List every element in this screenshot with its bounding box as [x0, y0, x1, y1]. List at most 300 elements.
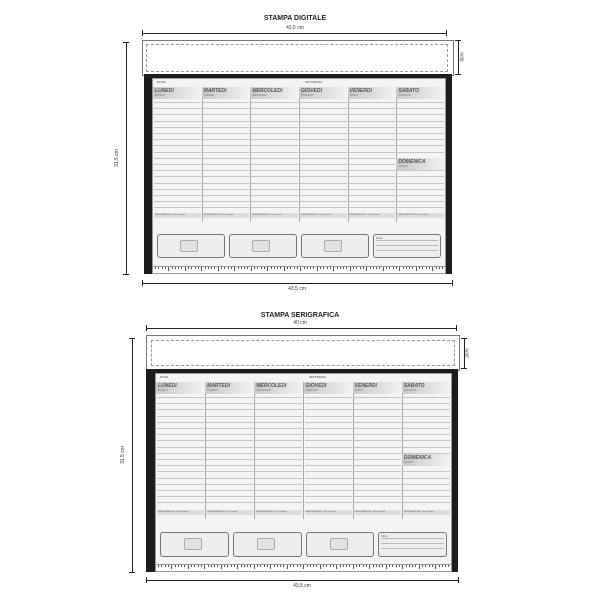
- writing-line: [354, 416, 401, 417]
- dimension-tick: [123, 42, 129, 43]
- side-dimension-line: [126, 42, 127, 274]
- writing-line: [255, 484, 302, 485]
- day-name: MARTEDI: [203, 88, 227, 94]
- writing-line: [206, 447, 253, 448]
- day-name: MARTEDI: [207, 383, 230, 389]
- writing-line: [157, 428, 204, 429]
- writing-line: [305, 416, 352, 417]
- day-name: DOMENICA: [403, 455, 432, 461]
- day-column: [304, 382, 354, 519]
- writing-line: [157, 478, 204, 479]
- writing-line: [300, 195, 347, 196]
- writing-line: [251, 121, 298, 122]
- writing-line: [300, 133, 347, 134]
- writing-line: [251, 170, 298, 171]
- writing-line: [300, 127, 347, 128]
- brand-right: SETTIMANA: [305, 80, 323, 84]
- day-header: [254, 382, 303, 394]
- writing-line: [206, 416, 253, 417]
- writing-line: [349, 207, 396, 208]
- writing-line: [203, 152, 250, 153]
- writing-line: [397, 139, 444, 140]
- writing-line: [203, 183, 250, 184]
- writing-line: [154, 183, 201, 184]
- day-header: [396, 87, 445, 99]
- top-width-label: 40 cm: [293, 320, 307, 326]
- memo-bar: [251, 213, 298, 218]
- bottom-dimension-line: [142, 283, 452, 284]
- day-header: [353, 382, 402, 394]
- writing-line: [397, 201, 444, 202]
- memo-bar: [397, 213, 444, 218]
- day-subtitle: THURSDAY: [305, 389, 319, 392]
- writing-line: [251, 114, 298, 115]
- illustration-icon: [184, 538, 202, 550]
- writing-line: [154, 158, 201, 159]
- day-subtitle: SUNDAY: [403, 461, 414, 464]
- writing-line: [305, 422, 352, 423]
- illustration-box: [301, 234, 369, 258]
- writing-line: [403, 490, 450, 491]
- writing-line: [154, 152, 201, 153]
- day-subtitle: FRIDAY: [349, 94, 359, 97]
- writing-line: [154, 176, 201, 177]
- writing-line: [157, 465, 204, 466]
- writing-line: [203, 164, 250, 165]
- writing-line: [305, 459, 352, 460]
- writing-line: [154, 201, 201, 202]
- day-header: [202, 87, 251, 99]
- writing-line: [206, 428, 253, 429]
- day-name: MERCOLEDI: [252, 88, 283, 94]
- side-dimension-line: [132, 338, 133, 572]
- brand-row: [153, 79, 445, 87]
- writing-line: [349, 121, 396, 122]
- writing-line: [403, 496, 450, 497]
- writing-line: [349, 195, 396, 196]
- day-name: LUNEDI: [158, 383, 177, 389]
- illustration-box: [306, 532, 375, 557]
- writing-line: [206, 453, 253, 454]
- writing-line: [354, 397, 401, 398]
- notes-box: [373, 234, 441, 258]
- writing-line: [251, 127, 298, 128]
- writing-line: [349, 176, 396, 177]
- memo-label: MEMORANDUM - Da ricordare: [203, 214, 235, 216]
- writing-line: [305, 403, 352, 404]
- writing-line: [300, 108, 347, 109]
- writing-line: [305, 484, 352, 485]
- writing-line: [255, 428, 302, 429]
- writing-line: [157, 490, 204, 491]
- writing-line: [397, 189, 444, 190]
- writing-line: [206, 465, 253, 466]
- memo-bar: [206, 510, 253, 515]
- writing-line: [206, 496, 253, 497]
- writing-line: [206, 478, 253, 479]
- writing-line: [354, 496, 401, 497]
- writing-line: [305, 447, 352, 448]
- day-column: [348, 87, 398, 222]
- memo-bar: [203, 213, 250, 218]
- writing-line: [154, 139, 201, 140]
- writing-line: [403, 397, 450, 398]
- note-line: [376, 245, 438, 246]
- writing-line: [349, 127, 396, 128]
- note-line: [381, 548, 444, 549]
- brand-left: NOTE: [160, 375, 169, 379]
- writing-line: [203, 108, 250, 109]
- writing-line: [305, 428, 352, 429]
- desk-pad-frame: [144, 74, 452, 274]
- writing-line: [157, 447, 204, 448]
- writing-line: [154, 108, 201, 109]
- notes-box: [378, 532, 447, 557]
- weekly-planner-sheet: [152, 78, 446, 274]
- writing-line: [397, 195, 444, 196]
- writing-line: [206, 397, 253, 398]
- writing-line: [305, 453, 352, 454]
- writing-line: [251, 102, 298, 103]
- memo-label: MEMORANDUM - Da ricordare: [301, 214, 332, 216]
- day-subtitle: TUESDAY: [203, 94, 215, 97]
- writing-line: [305, 502, 352, 503]
- writing-line: [300, 183, 347, 184]
- writing-line: [397, 152, 444, 153]
- bottom-width-label: 43,5 cm: [288, 286, 306, 292]
- day-column: [396, 87, 446, 222]
- dimension-tick: [142, 280, 143, 286]
- writing-line: [397, 133, 444, 134]
- writing-line: [154, 207, 201, 208]
- writing-line: [349, 201, 396, 202]
- writing-line: [203, 139, 250, 140]
- writing-line: [300, 139, 347, 140]
- writing-line: [349, 158, 396, 159]
- writing-line: [157, 434, 204, 435]
- writing-line: [203, 102, 250, 103]
- writing-line: [354, 484, 401, 485]
- writing-line: [255, 422, 302, 423]
- writing-line: [354, 465, 401, 466]
- memo-label: MEMORANDUM - Da ricordare: [256, 511, 287, 513]
- writing-line: [403, 409, 450, 410]
- diagram-screen-print: [0, 300, 600, 600]
- writing-line: [305, 397, 352, 398]
- brand-row: [156, 374, 451, 382]
- writing-line: [354, 422, 401, 423]
- dimension-tick: [142, 30, 143, 36]
- writing-line: [251, 133, 298, 134]
- writing-line: [206, 434, 253, 435]
- writing-line: [203, 170, 250, 171]
- day-column: [402, 382, 452, 519]
- writing-line: [403, 416, 450, 417]
- dimension-tick: [461, 338, 467, 339]
- writing-line: [154, 195, 201, 196]
- day-column: [254, 382, 304, 519]
- day-header: [402, 382, 451, 394]
- writing-line: [397, 170, 444, 171]
- writing-line: [354, 478, 401, 479]
- day-column: [156, 382, 206, 519]
- illustration-icon: [330, 538, 348, 550]
- writing-line: [349, 108, 396, 109]
- writing-line: [349, 164, 396, 165]
- writing-line: [354, 502, 401, 503]
- writing-line: [255, 397, 302, 398]
- dimension-tick: [129, 572, 135, 573]
- writing-line: [203, 133, 250, 134]
- ruler: [153, 266, 445, 273]
- writing-line: [255, 403, 302, 404]
- writing-line: [154, 133, 201, 134]
- writing-line: [403, 471, 450, 472]
- day-column: [205, 382, 255, 519]
- writing-line: [251, 139, 298, 140]
- writing-line: [203, 145, 250, 146]
- writing-line: [349, 102, 396, 103]
- writing-line: [251, 176, 298, 177]
- day-name: MERCOLEDI: [256, 383, 287, 389]
- writing-line: [203, 121, 250, 122]
- writing-line: [251, 108, 298, 109]
- dimension-tick: [458, 577, 459, 583]
- day-header: [205, 382, 254, 394]
- day-header: [348, 87, 397, 99]
- writing-line: [203, 195, 250, 196]
- day-column: [250, 87, 300, 222]
- memo-label: MEMORANDUM - Da ricordare: [207, 511, 238, 513]
- dimension-tick: [129, 338, 135, 339]
- day-header: [153, 87, 202, 99]
- sunday-header: [396, 158, 445, 170]
- desk-pad-frame: [146, 369, 458, 572]
- writing-line: [403, 502, 450, 503]
- writing-line: [206, 440, 253, 441]
- writing-line: [300, 189, 347, 190]
- day-subtitle: SATURDAY: [398, 94, 411, 97]
- writing-line: [403, 428, 450, 429]
- writing-line: [154, 114, 201, 115]
- header-height-label: 4cm: [459, 52, 466, 62]
- writing-line: [157, 422, 204, 423]
- header-height-label: 3cm: [464, 348, 471, 358]
- writing-line: [349, 170, 396, 171]
- memo-bar: [403, 510, 450, 515]
- writing-line: [397, 207, 444, 208]
- writing-line: [157, 403, 204, 404]
- memo-bar: [349, 213, 396, 218]
- writing-line: [397, 176, 444, 177]
- illustration-icon: [252, 240, 270, 252]
- memo-label: MEMORANDUM - Da ricordare: [155, 214, 186, 216]
- brand-left: NOTE: [157, 80, 166, 84]
- side-height-label: 31,5 cm: [113, 149, 120, 167]
- illustration-box: [160, 532, 229, 557]
- day-column: [202, 87, 252, 222]
- writing-line: [251, 189, 298, 190]
- writing-line: [403, 434, 450, 435]
- writing-line: [206, 484, 253, 485]
- top-dimension-line: [142, 33, 446, 34]
- writing-line: [157, 416, 204, 417]
- day-header: [156, 382, 205, 394]
- weekly-planner-sheet: [155, 373, 452, 572]
- writing-line: [397, 114, 444, 115]
- writing-line: [354, 403, 401, 404]
- memo-bar: [154, 213, 201, 218]
- writing-line: [203, 127, 250, 128]
- writing-line: [397, 183, 444, 184]
- writing-line: [300, 121, 347, 122]
- writing-line: [255, 409, 302, 410]
- day-name: GIOVEDI: [305, 383, 327, 389]
- day-column: [353, 382, 403, 519]
- memo-label: MEMORANDUM - Da ricordare: [305, 511, 336, 513]
- writing-line: [397, 108, 444, 109]
- writing-line: [157, 502, 204, 503]
- writing-line: [206, 490, 253, 491]
- day-name: GIOVEDI: [301, 88, 322, 94]
- writing-line: [403, 440, 450, 441]
- writing-line: [300, 158, 347, 159]
- writing-line: [157, 484, 204, 485]
- illustration-box: [229, 234, 297, 258]
- note-line: [376, 240, 438, 241]
- writing-line: [157, 440, 204, 441]
- writing-line: [154, 164, 201, 165]
- memo-label: MEMORANDUM - Da ricordare: [349, 214, 381, 216]
- writing-line: [349, 114, 396, 115]
- writing-line: [203, 176, 250, 177]
- writing-line: [203, 114, 250, 115]
- diagram-title: STAMPA DIGITALE: [263, 15, 327, 22]
- header-print-area: [146, 44, 448, 72]
- dimension-tick: [452, 280, 453, 286]
- writing-line: [305, 465, 352, 466]
- writing-line: [354, 447, 401, 448]
- writing-line: [255, 453, 302, 454]
- day-header: [304, 382, 353, 394]
- writing-line: [251, 158, 298, 159]
- writing-line: [154, 127, 201, 128]
- day-subtitle: SATURDAY: [403, 389, 417, 392]
- writing-line: [154, 102, 201, 103]
- writing-line: [251, 207, 298, 208]
- writing-line: [251, 145, 298, 146]
- writing-line: [157, 496, 204, 497]
- dimension-tick: [146, 577, 147, 583]
- writing-line: [354, 434, 401, 435]
- writing-line: [300, 145, 347, 146]
- writing-line: [157, 397, 204, 398]
- writing-line: [300, 170, 347, 171]
- day-name: LUNEDI: [155, 88, 174, 94]
- day-header: [250, 87, 299, 99]
- writing-line: [154, 145, 201, 146]
- top-dimension-line: [146, 328, 456, 329]
- day-header: [299, 87, 348, 99]
- writing-line: [354, 471, 401, 472]
- writing-line: [203, 201, 250, 202]
- illustration-icon: [257, 538, 275, 550]
- memo-bar: [157, 510, 204, 515]
- illustration-icon: [324, 240, 342, 252]
- note-line: [381, 538, 444, 539]
- writing-line: [305, 409, 352, 410]
- day-subtitle: SUNDAY: [398, 165, 409, 168]
- writing-line: [403, 403, 450, 404]
- writing-line: [300, 152, 347, 153]
- memo-bar: [354, 510, 401, 515]
- writing-line: [403, 422, 450, 423]
- writing-line: [255, 416, 302, 417]
- writing-line: [354, 440, 401, 441]
- dimension-tick: [455, 40, 461, 41]
- brand-right: SETTIMANA: [309, 375, 327, 379]
- writing-line: [300, 176, 347, 177]
- writing-line: [403, 447, 450, 448]
- writing-line: [206, 459, 253, 460]
- day-subtitle: THURSDAY: [301, 94, 314, 97]
- writing-line: [349, 152, 396, 153]
- writing-line: [255, 447, 302, 448]
- illustration-icon: [180, 240, 198, 252]
- note-line: [381, 543, 444, 544]
- memo-bar: [305, 510, 352, 515]
- memo-label: MEMORANDUM - Da ricordare: [398, 214, 429, 216]
- day-subtitle: MONDAY: [158, 389, 169, 392]
- notes-label: Note: [381, 534, 388, 538]
- day-subtitle: TUESDAY: [207, 389, 219, 392]
- writing-line: [354, 409, 401, 410]
- writing-line: [397, 102, 444, 103]
- illustration-box: [233, 532, 302, 557]
- side-height-label: 31,5 cm: [119, 446, 126, 464]
- illustration-box: [157, 234, 225, 258]
- writing-line: [206, 403, 253, 404]
- writing-line: [206, 409, 253, 410]
- memo-label: MEMORANDUM - Da ricordare: [252, 214, 283, 216]
- writing-line: [305, 496, 352, 497]
- day-subtitle: WEDNESDAY: [252, 94, 268, 97]
- writing-line: [300, 164, 347, 165]
- top-width-label: 43,5 cm: [286, 25, 304, 31]
- memo-label: MEMORANDUM - Da ricordare: [354, 511, 386, 513]
- writing-line: [206, 422, 253, 423]
- writing-line: [354, 428, 401, 429]
- writing-line: [349, 139, 396, 140]
- writing-line: [300, 201, 347, 202]
- writing-line: [349, 183, 396, 184]
- writing-line: [255, 434, 302, 435]
- day-subtitle: MONDAY: [155, 94, 166, 97]
- writing-line: [349, 145, 396, 146]
- bottom-dimension-line: [146, 580, 458, 581]
- writing-line: [255, 465, 302, 466]
- writing-line: [397, 145, 444, 146]
- writing-line: [397, 121, 444, 122]
- day-name: DOMENICA: [398, 159, 426, 165]
- writing-line: [255, 459, 302, 460]
- writing-line: [300, 114, 347, 115]
- writing-line: [305, 478, 352, 479]
- writing-line: [251, 195, 298, 196]
- writing-line: [397, 127, 444, 128]
- ruler: [156, 564, 451, 571]
- dimension-tick: [455, 74, 461, 75]
